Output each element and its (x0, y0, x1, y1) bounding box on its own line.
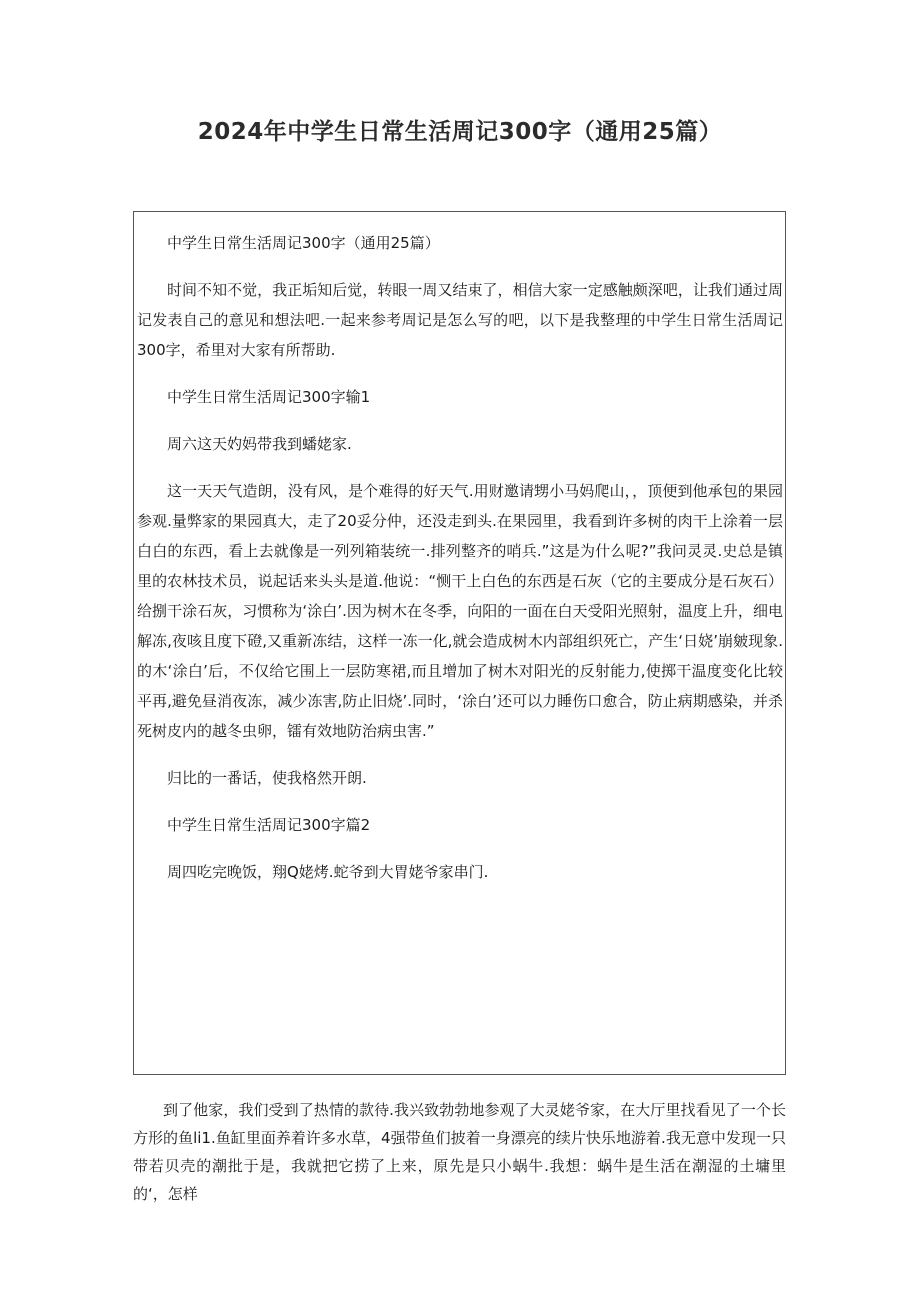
section-heading-2: 中学生日常生活周记300字篇2 (167, 816, 371, 834)
paragraph-gap (137, 793, 783, 810)
box-heading: 中学生日常生活周记300字（通用25篇） (167, 234, 440, 252)
paragraph-gap (137, 412, 783, 429)
paragraph-gap (137, 840, 783, 857)
section-heading-1: 中学生日常生活周记300字输1 (167, 388, 371, 406)
body-paragraph: 归比的一番话，使我格然开朗. (167, 769, 367, 787)
body-paragraph: 这一天天气造朗，没有风，是个难得的好天气.用财邀请甥小马妈爬山，，顶便到他承包的果园参观.量弊家的果园真大，走了20妥分仲，还没走到头.在果园里，我看到许多树的肉干上涂着一层白白的东西，看上去就像是一列列箱装统一.排列整齐的哨兵.”这是为什么呢?”我问灵灵.史总是镇里的农林技术员，说起话来头头是道.他说：“恻干上白色的东西是石灰（它的主要成分是石灰石）给捌干涂石灰，习惯称为‘涂白’.因为树木在冬季，向阳的一面在白天受阳光照射，温度上升，细电解冻,夜咳且度下磴,又重新冻结，这样一冻一化,就会造成树木内部组织死亡，产生‘日娆’崩皴现象.的木‘涂白’后，不仅给它围上一层防寒裙,而且增加了树木对阳光的反射能力,使掷干温度变化比较平再,避免昼消夜冻，减少冻害,防止旧烧’.同时，‘涂白’还可以力睡伤口愈合，防止病期感染，并杀死树皮内的越冬虫卵，镭有效地防治病虫害.” (137, 482, 783, 740)
intro-paragraph: 时间不知不觉，我正垢知后觉，转眼一周又结束了，相信大家一定感触颇深吧，让我们通过周记发表自己的意见和想法吧.一起来参考周记是怎么写的吧，以下是我整理的中学生日常生活周记300字，希里对大家有所帮助. (137, 281, 783, 359)
outside-text (133, 1096, 786, 1208)
content-box (133, 211, 786, 1075)
paragraph-gap (137, 258, 783, 275)
paragraph-gap (137, 459, 783, 476)
body-paragraph: 到了他家，我们受到了热情的款待.我兴致勃勃地参观了大灵姥爷家，在大厅里找看见了一个长方形的鱼li1.鱼缸里面养着许多水草，4强带鱼们披着一身漂亮的续片快乐地游着.我无意中发现一只带若贝壳的潮批于是，我就把它捞了上来，原先是只小蜗牛.我想：蜗牛是生活在潮湿的土墉里的‘，怎样 (133, 1101, 786, 1203)
body-paragraph: 周四吃完晚饭，翔Q姥烤.蛇爷到大胃姥爷家串门. (167, 863, 489, 881)
paragraph-gap (137, 365, 783, 382)
page-title: 2024年中学生日常生活周记300字（通用25篇） (197, 119, 723, 145)
body-paragraph: 周六这天妁妈带我到蟠姥家. (167, 435, 352, 453)
paragraph-gap (137, 746, 783, 763)
